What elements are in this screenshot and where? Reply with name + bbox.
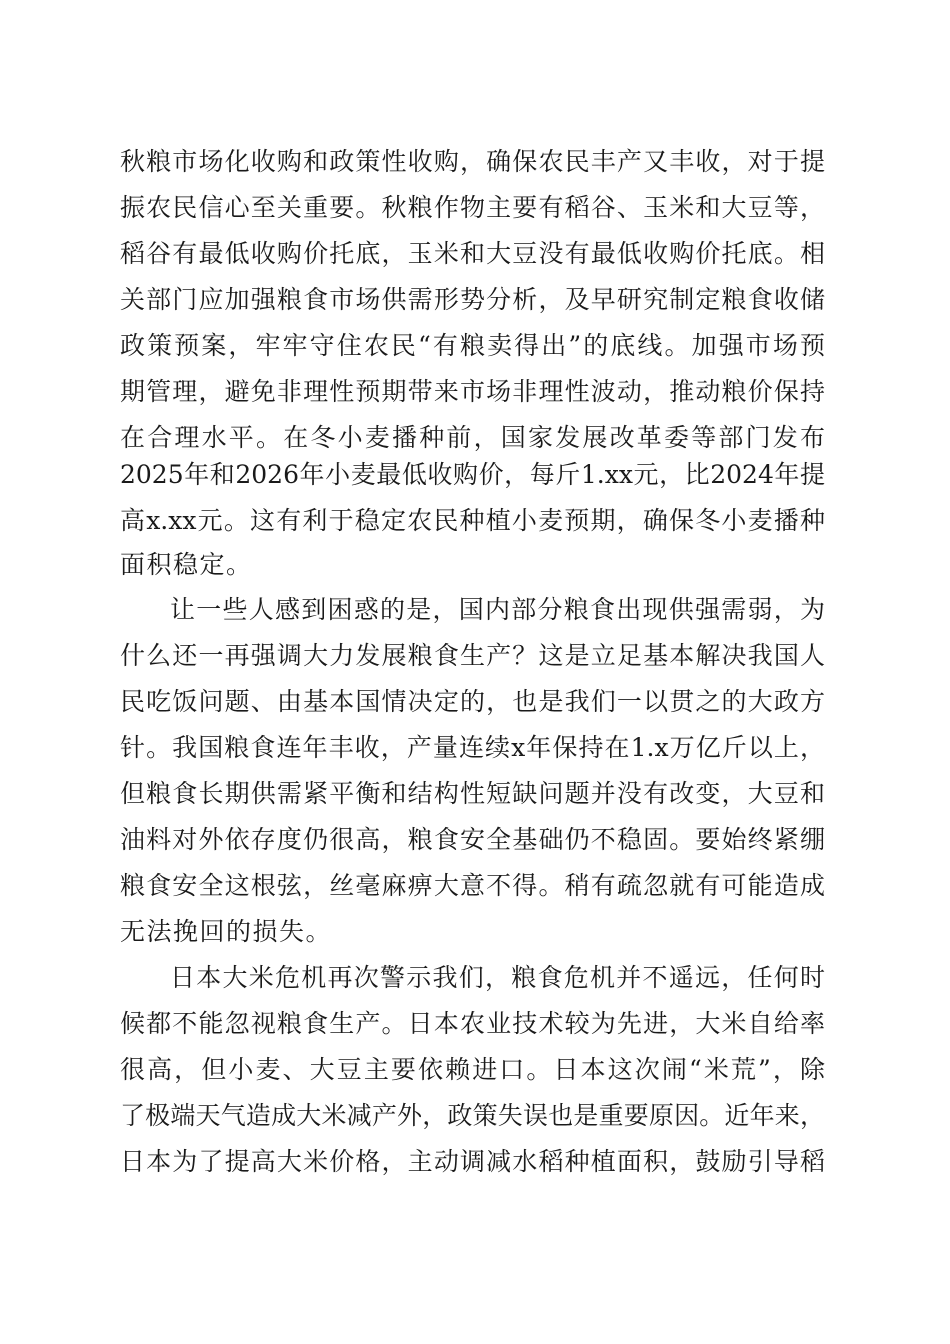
text-line: 民吃饭问题、由基本国情决定的，也是我们一以贯之的大政方 xyxy=(120,687,825,716)
text-line: 油料对外依存度仍很高，粮食安全基础仍不稳固。要始终紧绷 xyxy=(120,825,825,854)
paragraph-first-line: 日本大米危机再次警示我们，粮食危机并不遥远，任何时 xyxy=(170,963,825,992)
text-line: 振农民信心至关重要。秋粮作物主要有稻谷、玉米和大豆等， xyxy=(120,193,825,222)
paragraph-first-line: 让一些人感到困惑的是，国内部分粮食出现供强需弱，为 xyxy=(170,595,825,624)
text-line: 面积稳定。 xyxy=(120,550,253,579)
text-line: 关部门应加强粮食市场供需形势分析，及早研究制定粮食收储 xyxy=(120,285,825,314)
text-line: 无法挽回的损失。 xyxy=(120,917,333,946)
text-line: 但粮食长期供需紧平衡和结构性短缺问题并没有改变，大豆和 xyxy=(120,779,825,808)
text-line: 稻谷有最低收购价托底，玉米和大豆没有最低收购价托底。相 xyxy=(120,239,825,268)
text-line: 什么还一再强调大力发展粮食生产？这是立足基本解决我国人 xyxy=(120,641,825,670)
text-line: 在合理水平。在冬小麦播种前，国家发展改革委等部门发布 xyxy=(120,423,825,452)
text-line: 了极端天气造成大米减产外，政策失误也是重要原因。近年来， xyxy=(120,1101,825,1130)
text-line: 期管理，避免非理性预期带来市场非理性波动，推动粮价保持 xyxy=(120,377,825,406)
text-line: 日本为了提高大米价格，主动调减水稻种植面积，鼓励引导稻 xyxy=(120,1147,825,1176)
text-line: 2025年和2026年小麦最低收购价，每斤1.xx元，比2024年提 xyxy=(120,460,825,489)
text-line: 粮食安全这根弦，丝毫麻痹大意不得。稍有疏忽就有可能造成 xyxy=(120,871,825,900)
text-line: 高x.xx元。这有利于稳定农民种植小麦预期，确保冬小麦播种 xyxy=(120,506,825,535)
text-line: 秋粮市场化收购和政策性收购，确保农民丰产又丰收，对于提 xyxy=(120,147,825,176)
text-line: 针。我国粮食连年丰收，产量连续x年保持在1.x万亿斤以上， xyxy=(120,733,825,762)
text-line: 政策预案，牢牢守住农民“有粮卖得出”的底线。加强市场预 xyxy=(120,331,825,360)
text-line: 很高，但小麦、大豆主要依赖进口。日本这次闹“米荒”，除 xyxy=(120,1055,825,1084)
text-line: 候都不能忽视粮食生产。日本农业技术较为先进，大米自给率 xyxy=(120,1009,825,1038)
